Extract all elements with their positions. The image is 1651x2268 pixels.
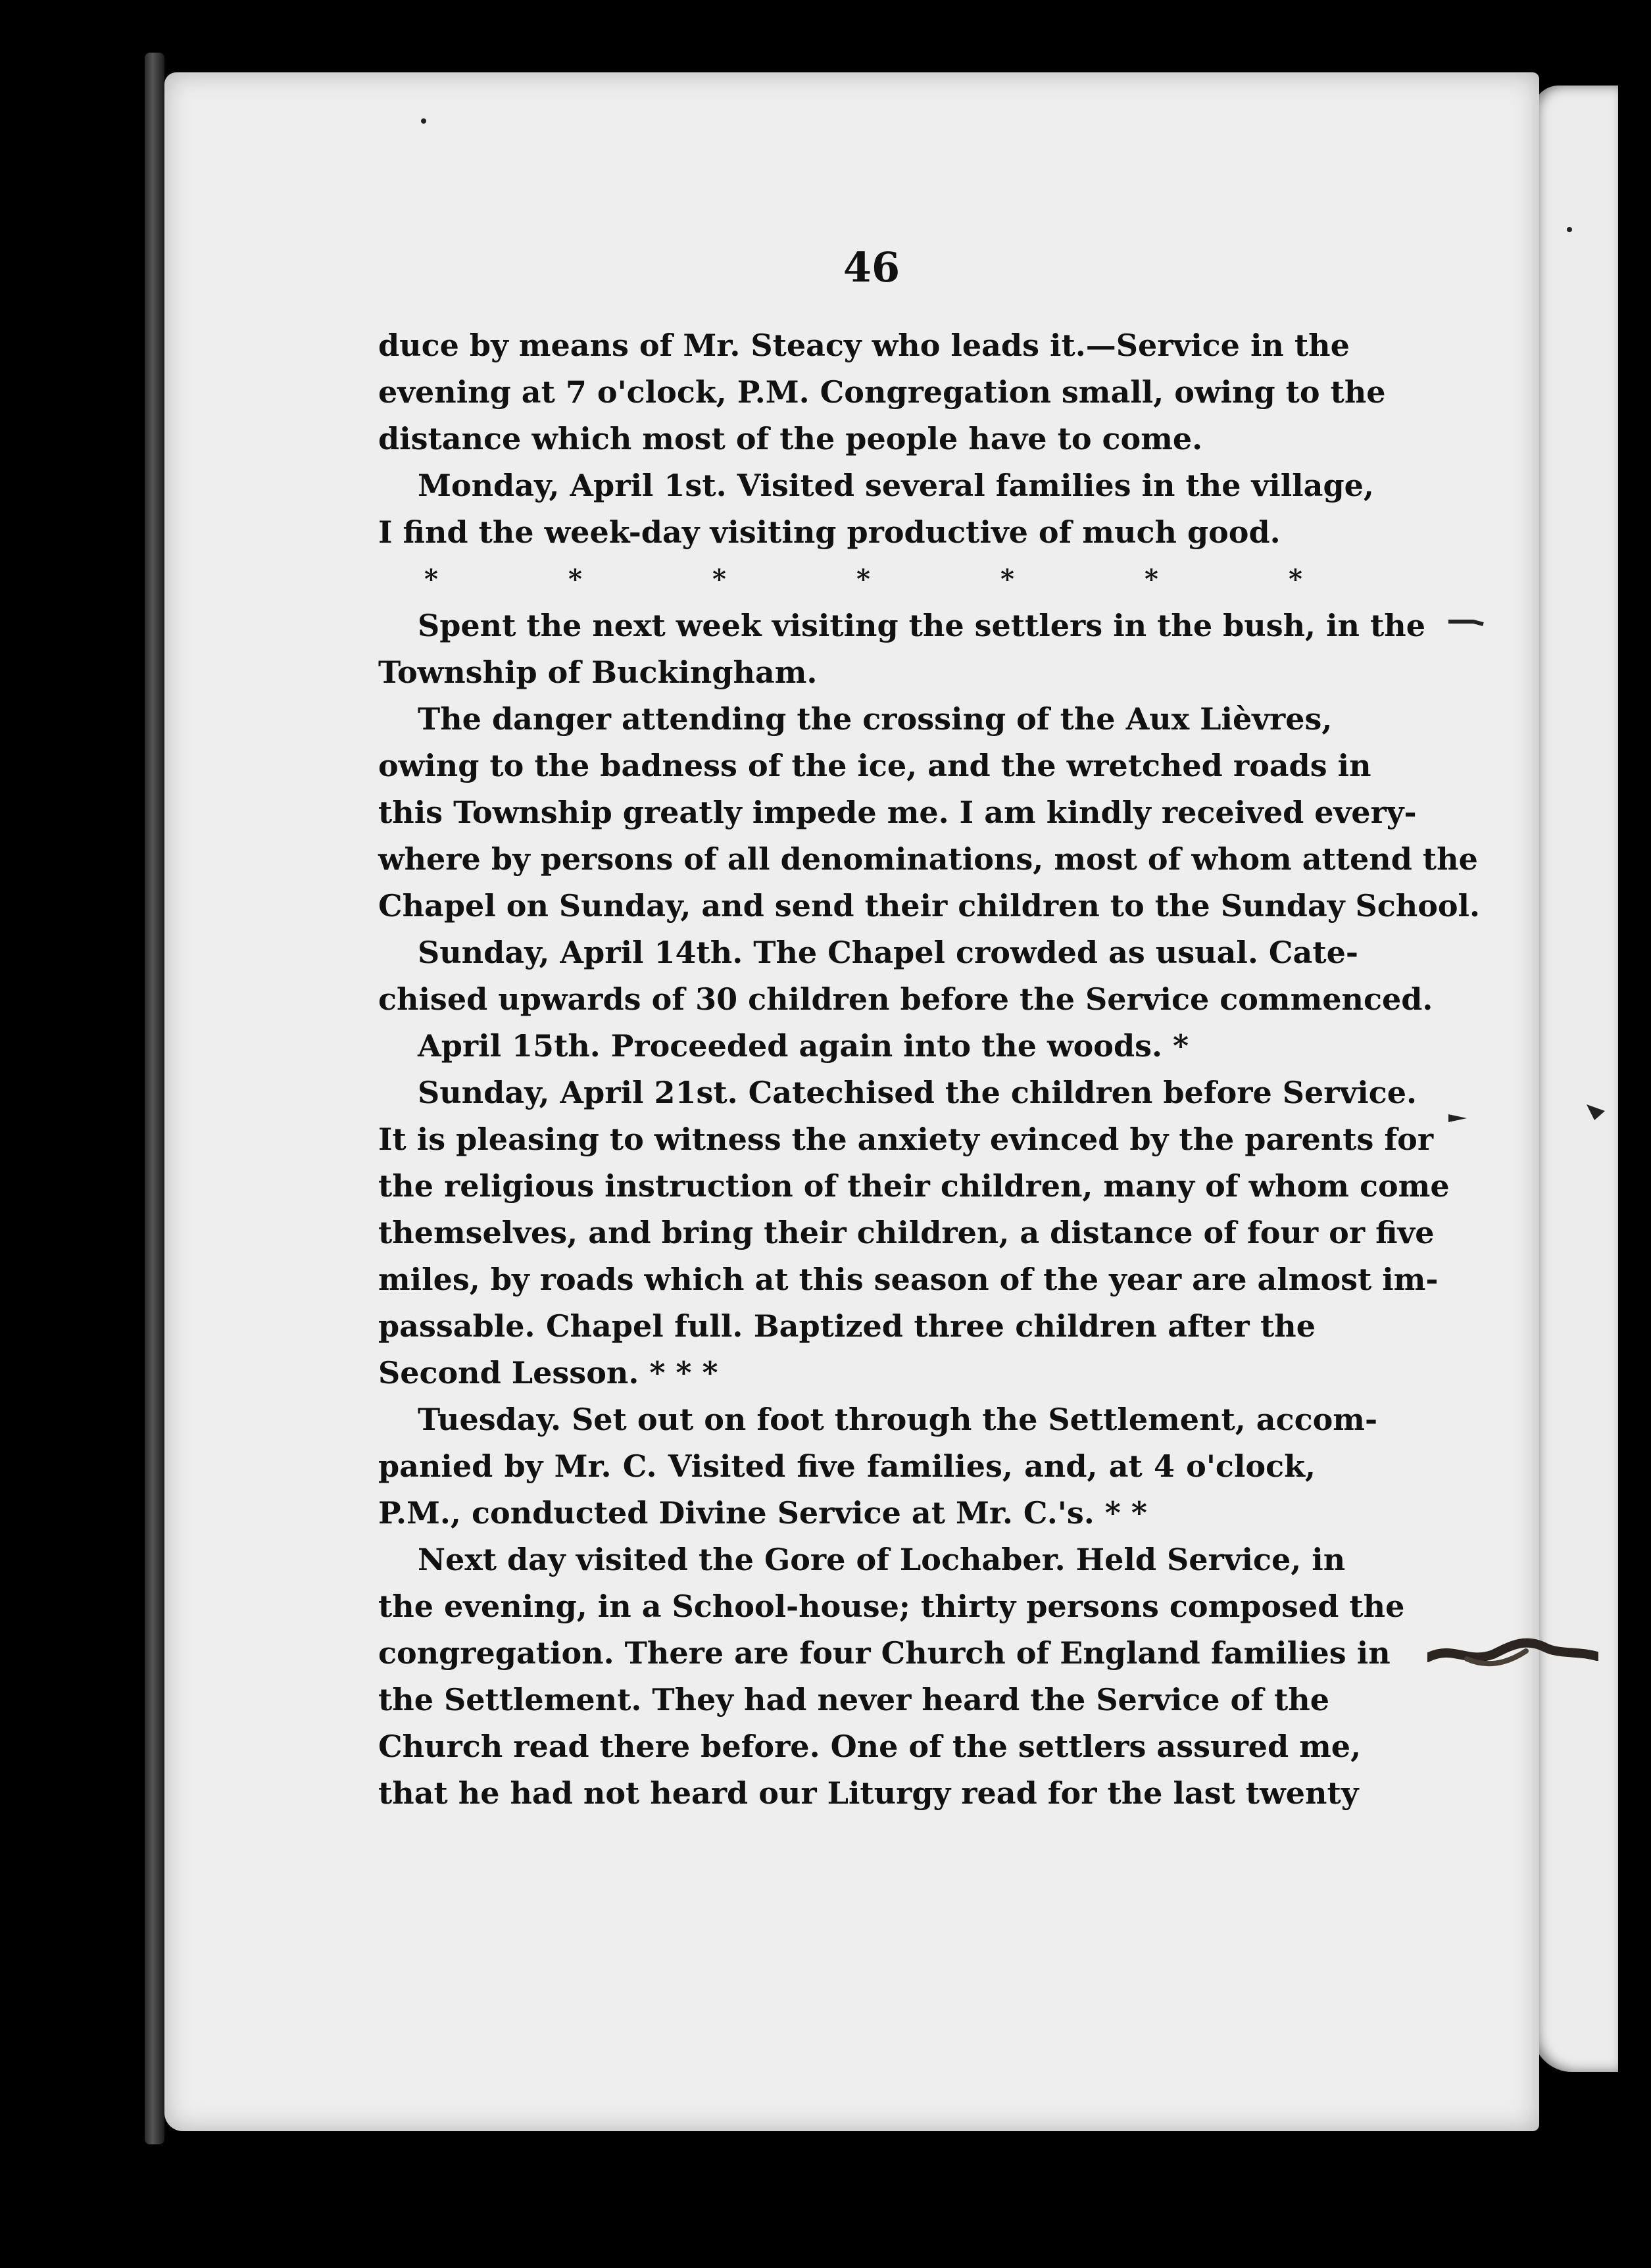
asterisk-separator bbox=[378, 556, 1316, 603]
text-line: The danger attending the crossing of the Aux Lièvres, bbox=[418, 701, 1333, 737]
text-line: Chapel on Sunday, and send their children to the Sunday School. bbox=[378, 888, 1481, 924]
asterisk: * bbox=[712, 564, 726, 595]
text-line: the evening, in a School-house; thirty persons composed the bbox=[378, 1589, 1405, 1624]
scan-speck bbox=[421, 118, 426, 124]
facing-page-edge bbox=[1533, 86, 1618, 2072]
asterisk: * bbox=[856, 564, 870, 595]
text-line: Sunday, April 21st. Catechised the children before Service. bbox=[418, 1075, 1417, 1110]
page-body-text bbox=[378, 322, 1481, 1817]
text-line: congregation. There are four Church of England families in bbox=[378, 1635, 1391, 1671]
text-line: themselves, and bring their children, a distance of four or five bbox=[378, 1215, 1435, 1250]
text-line: Next day visited the Gore of Lochaber. Held Service, in bbox=[418, 1542, 1346, 1577]
asterisk: * bbox=[1000, 564, 1014, 595]
margin-mark-icon bbox=[1447, 1112, 1473, 1125]
text-line: Spent the next week visiting the settlers in the bush, in the bbox=[418, 608, 1425, 643]
page-number: 46 bbox=[843, 243, 900, 291]
text-line: evening at 7 o'clock, P.M. Congregation small, owing to the bbox=[378, 374, 1386, 410]
text-line: passable. Chapel full. Baptized three children after the bbox=[378, 1308, 1316, 1344]
bookmark-ribbon-icon bbox=[1427, 1631, 1598, 1677]
text-line: Church read there before. One of the settlers assured me, bbox=[378, 1729, 1362, 1764]
text-line: distance which most of the people have to come. bbox=[378, 421, 1203, 456]
text-line: the Settlement. They had never heard the Service of the bbox=[378, 1682, 1329, 1717]
text-line: chised upwards of 30 children before the Service commenced. bbox=[378, 981, 1433, 1017]
text-line: this Township greatly impede me. I am kindly received every- bbox=[378, 795, 1417, 830]
asterisk: * bbox=[424, 564, 438, 595]
text-line: It is pleasing to witness the anxiety evinced by the parents for bbox=[378, 1122, 1434, 1157]
text-line: the religious instruction of their children, many of whom come bbox=[378, 1168, 1450, 1204]
text-line: that he had not heard our Liturgy read for the last twenty bbox=[378, 1775, 1359, 1811]
book-binding-edge bbox=[145, 53, 164, 2144]
text-line: Tuesday. Set out on foot through the Settlement, accom- bbox=[418, 1402, 1378, 1437]
margin-mark-icon bbox=[1585, 1102, 1612, 1122]
text-line: Township of Buckingham. bbox=[378, 654, 818, 690]
text-line: where by persons of all denominations, most of whom attend the bbox=[378, 841, 1478, 877]
text-line: Monday, April 1st. Visited several families in the village, bbox=[418, 468, 1374, 503]
text-line: P.M., conducted Divine Service at Mr. C.'s. * * bbox=[378, 1495, 1147, 1531]
text-line: miles, by roads which at this season of the year are almost im- bbox=[378, 1262, 1439, 1297]
scan-speck bbox=[1567, 227, 1572, 232]
text-line: duce by means of Mr. Steacy who leads it.—Service in the bbox=[378, 328, 1350, 363]
text-line: Second Lesson. * * * bbox=[378, 1355, 718, 1391]
asterisk: * bbox=[1145, 564, 1158, 595]
asterisk: * bbox=[1289, 564, 1302, 595]
text-line: owing to the badness of the ice, and the wretched roads in bbox=[378, 748, 1371, 783]
text-line: Sunday, April 14th. The Chapel crowded as usual. Cate- bbox=[418, 935, 1358, 970]
margin-mark-icon bbox=[1447, 615, 1487, 628]
text-line: I find the week-day visiting productive of much good. bbox=[378, 514, 1281, 550]
asterisk: * bbox=[568, 564, 582, 595]
text-line: April 15th. Proceeded again into the woods. * bbox=[418, 1028, 1189, 1064]
text-line: panied by Mr. C. Visited five families, and, at 4 o'clock, bbox=[378, 1448, 1316, 1484]
